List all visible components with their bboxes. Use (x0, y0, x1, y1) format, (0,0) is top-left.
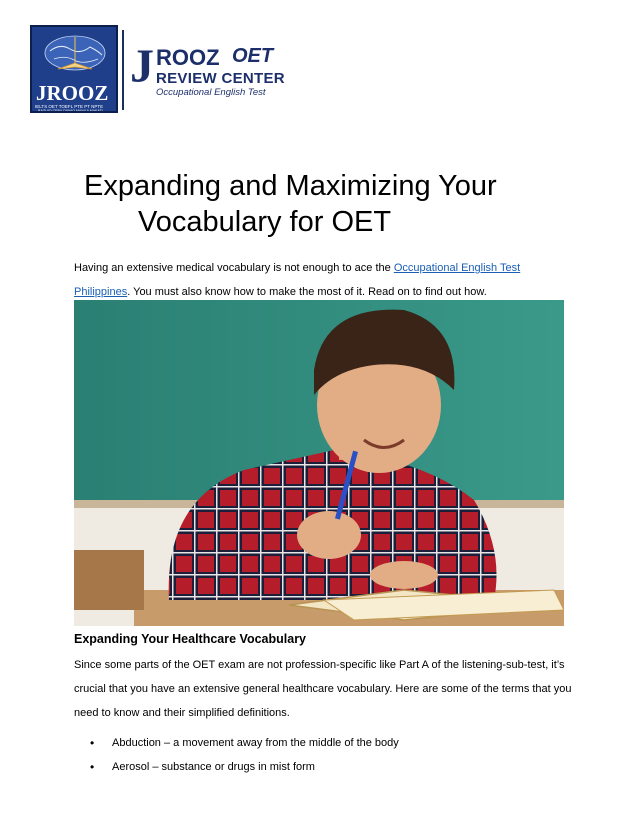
list-item: • Abduction – a movement away from the middle of the body (74, 731, 399, 755)
title-line-2: Vocabulary for OET (138, 206, 392, 238)
intro-text-before: Having an extensive medical vocabulary is not enough to ace the (74, 262, 394, 274)
brand-subtitle: Occupational English Test (156, 87, 266, 98)
logo (30, 25, 285, 115)
title-line-1: Expanding and Maximizing Your (84, 170, 497, 202)
section-heading: Expanding Your Healthcare Vocabulary (74, 632, 307, 646)
brand-oet: OET (232, 45, 274, 67)
oet-philippines-link[interactable]: Occupational English Test Philippines (74, 262, 521, 298)
definitions-list (74, 731, 399, 779)
emblem-wordmark: JROOZ (36, 81, 109, 105)
section-paragraph: Since some parts of the OET exam are not profession-specific like Part A of the listening-sub-test, it’s crucial that you have an extensive general healthcare vocabulary. Here are some of the terms that you need to know and their simplified definitions. (74, 659, 572, 719)
list-item: • Aerosol – substance or drugs in mist form (74, 755, 399, 779)
logo-divider (122, 30, 124, 110)
page-title (84, 168, 604, 240)
globe-book-icon (40, 33, 110, 73)
brand-review-center: REVIEW CENTER (156, 70, 285, 87)
emblem-tests: IELTS OET TOEFL PTE PT NPTE (35, 104, 104, 109)
emblem-cities: BAGUIO CEBU DAVAO MANILA MAKATI (38, 109, 103, 113)
brand-j: J (130, 40, 154, 93)
student-photo (74, 300, 564, 626)
intro-paragraph (74, 256, 574, 304)
intro-text-after: . You must also know how to make the most of it. Read on to find out how. (127, 286, 487, 298)
brand-name: ROOZ (156, 45, 220, 70)
jrooz-emblem (30, 25, 118, 113)
